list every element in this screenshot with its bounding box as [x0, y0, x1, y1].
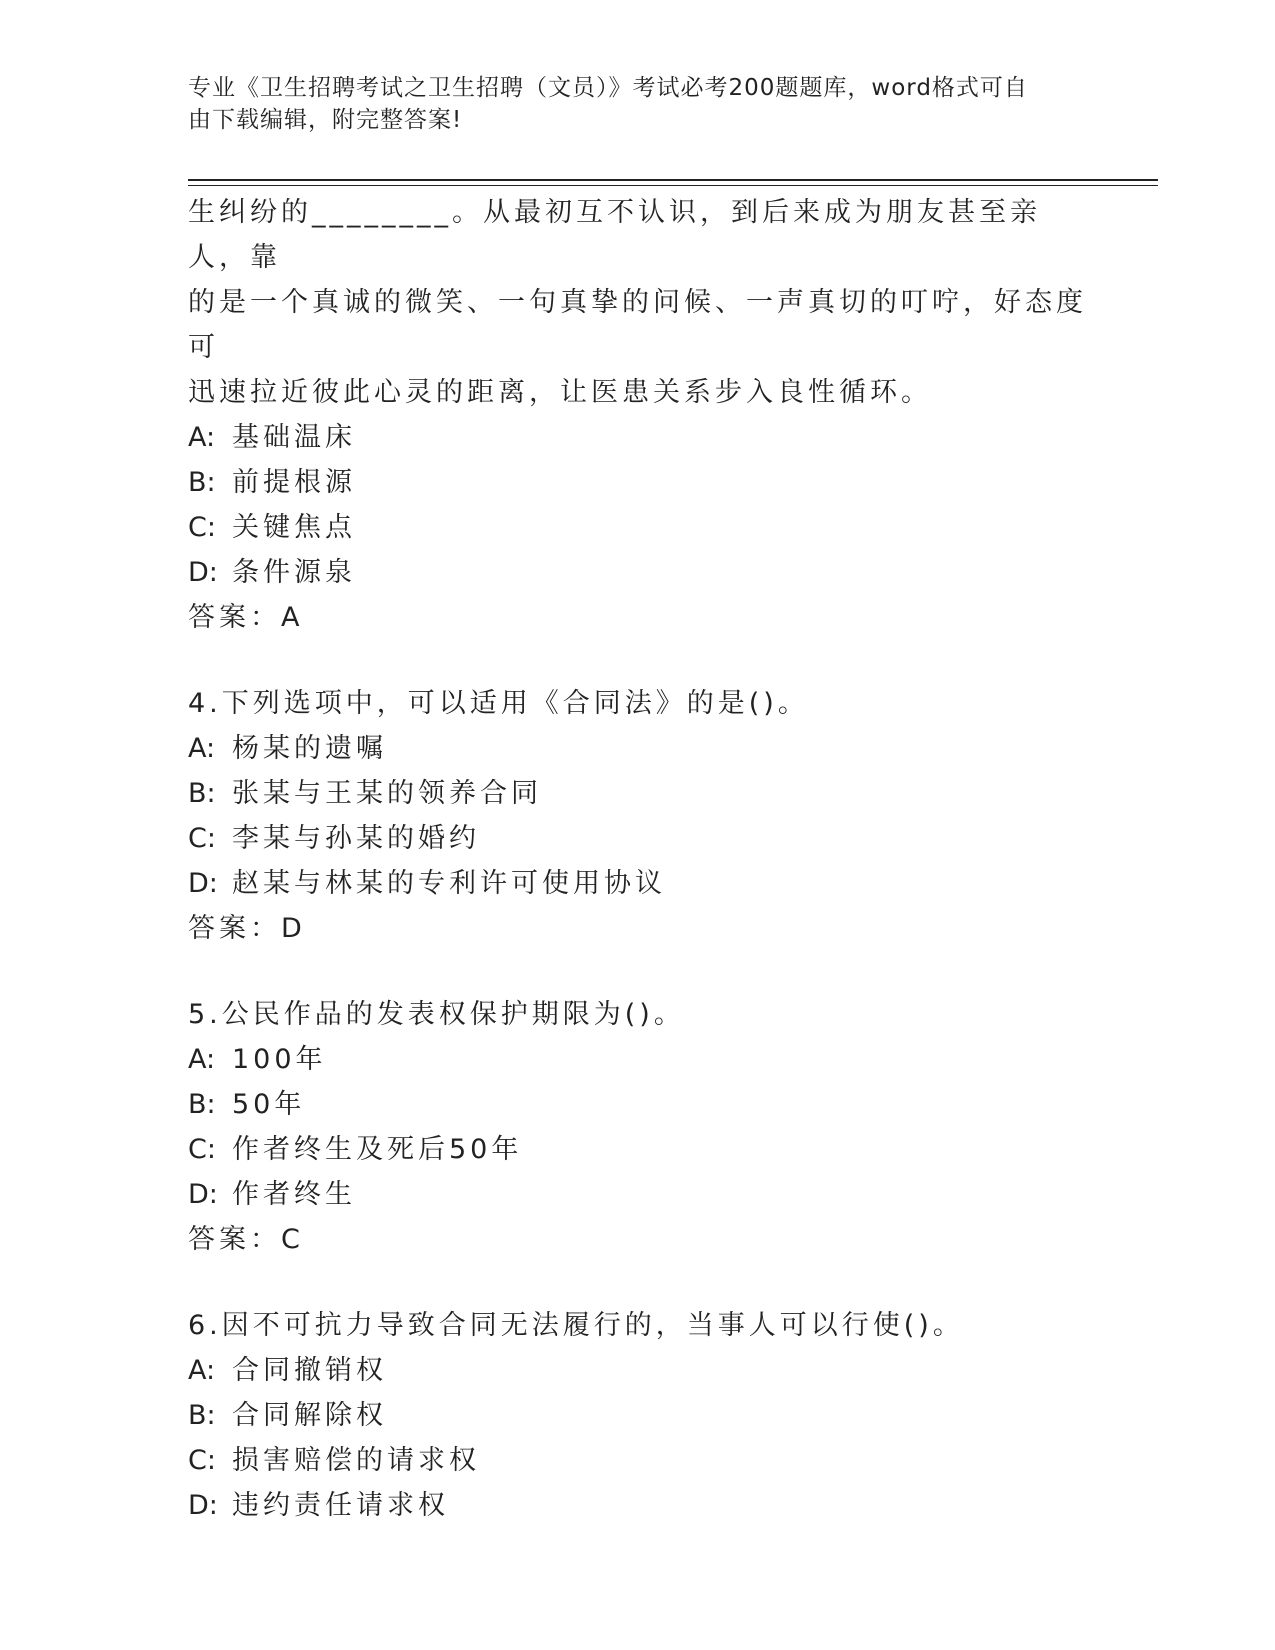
option-letter: B: — [188, 778, 216, 809]
option-text: 损害赔偿的请求权 — [232, 1445, 480, 1476]
option-d — [188, 550, 1088, 595]
option-d — [188, 1172, 1088, 1217]
option-text: 条件源泉 — [232, 557, 356, 588]
option-b — [188, 771, 1088, 816]
option-b — [188, 1393, 1088, 1438]
option-text: 张某与王某的领养合同 — [232, 778, 542, 809]
option-letter: B: — [188, 1089, 216, 1120]
question-gap — [188, 951, 1088, 992]
passage-line-2: 的是一个真诚的微笑、一句真挚的问候、一声真切的叮咛，好态度可 — [188, 287, 1087, 363]
question-stem: 4.下列选项中，可以适用《合同法》的是()。 — [188, 688, 809, 719]
option-a — [188, 1037, 1088, 1082]
option-text: 合同解除权 — [232, 1400, 387, 1431]
option-text: 50年 — [232, 1089, 306, 1120]
question-stem: 5.公民作品的发表权保护期限为()。 — [188, 999, 685, 1030]
option-text: 杨某的遗嘱 — [232, 733, 387, 764]
option-text: 100年 — [232, 1044, 327, 1075]
option-letter: D: — [188, 1179, 218, 1210]
answer-line: 答案：C — [188, 1224, 304, 1255]
question-stem: 6.因不可抗力导致合同无法履行的，当事人可以行使()。 — [188, 1310, 964, 1341]
option-text: 违约责任请求权 — [232, 1490, 449, 1521]
answer-line: 答案：A — [188, 602, 304, 633]
passage-line-1: 生纠纷的________。从最初互不认识，到后来成为朋友甚至亲人，靠 — [188, 197, 1041, 273]
option-c — [188, 816, 1088, 861]
option-letter: A: — [188, 1044, 216, 1075]
question-5 — [188, 992, 1088, 1262]
question-gap — [188, 1262, 1088, 1303]
option-d — [188, 1483, 1088, 1528]
option-text: 关键焦点 — [232, 512, 356, 543]
option-letter: B: — [188, 1400, 216, 1431]
option-letter: C: — [188, 1134, 216, 1165]
header-line-2: 由下载编辑，附完整答案! — [188, 107, 463, 133]
option-a — [188, 1348, 1088, 1393]
option-letter: D: — [188, 557, 218, 588]
header-divider-thin — [188, 185, 1158, 186]
option-d — [188, 861, 1088, 906]
document-body — [188, 190, 1088, 1528]
option-c — [188, 1438, 1088, 1483]
option-b — [188, 460, 1088, 505]
option-b — [188, 1082, 1088, 1127]
option-c — [188, 1127, 1088, 1172]
question-4 — [188, 681, 1088, 951]
option-a — [188, 726, 1088, 771]
header-line-1: 专业《卫生招聘考试之卫生招聘（文员）》考试必考200题题库，word格式可自 — [188, 75, 1028, 101]
option-text: 前提根源 — [232, 467, 356, 498]
question-gap — [188, 640, 1088, 681]
option-letter: A: — [188, 422, 216, 453]
option-text: 赵某与林某的专利许可使用协议 — [232, 868, 666, 899]
option-letter: C: — [188, 823, 216, 854]
question-3-continuation — [188, 190, 1088, 640]
option-a — [188, 415, 1088, 460]
option-text: 李某与孙某的婚约 — [232, 823, 480, 854]
header-divider-thick — [188, 179, 1158, 181]
option-text: 作者终生 — [232, 1179, 356, 1210]
document-header — [188, 72, 1088, 136]
option-letter: B: — [188, 467, 216, 498]
option-text: 基础温床 — [232, 422, 356, 453]
option-letter: A: — [188, 1355, 216, 1386]
option-letter: A: — [188, 733, 216, 764]
question-6 — [188, 1303, 1088, 1528]
option-letter: D: — [188, 868, 218, 899]
passage-line-3: 迅速拉近彼此心灵的距离，让医患关系步入良性循环。 — [188, 377, 932, 408]
option-c — [188, 505, 1088, 550]
option-letter: C: — [188, 1445, 216, 1476]
option-letter: D: — [188, 1490, 218, 1521]
answer-line: 答案：D — [188, 913, 306, 944]
option-letter: C: — [188, 512, 216, 543]
option-text: 作者终生及死后50年 — [232, 1134, 523, 1165]
option-text: 合同撤销权 — [232, 1355, 387, 1386]
